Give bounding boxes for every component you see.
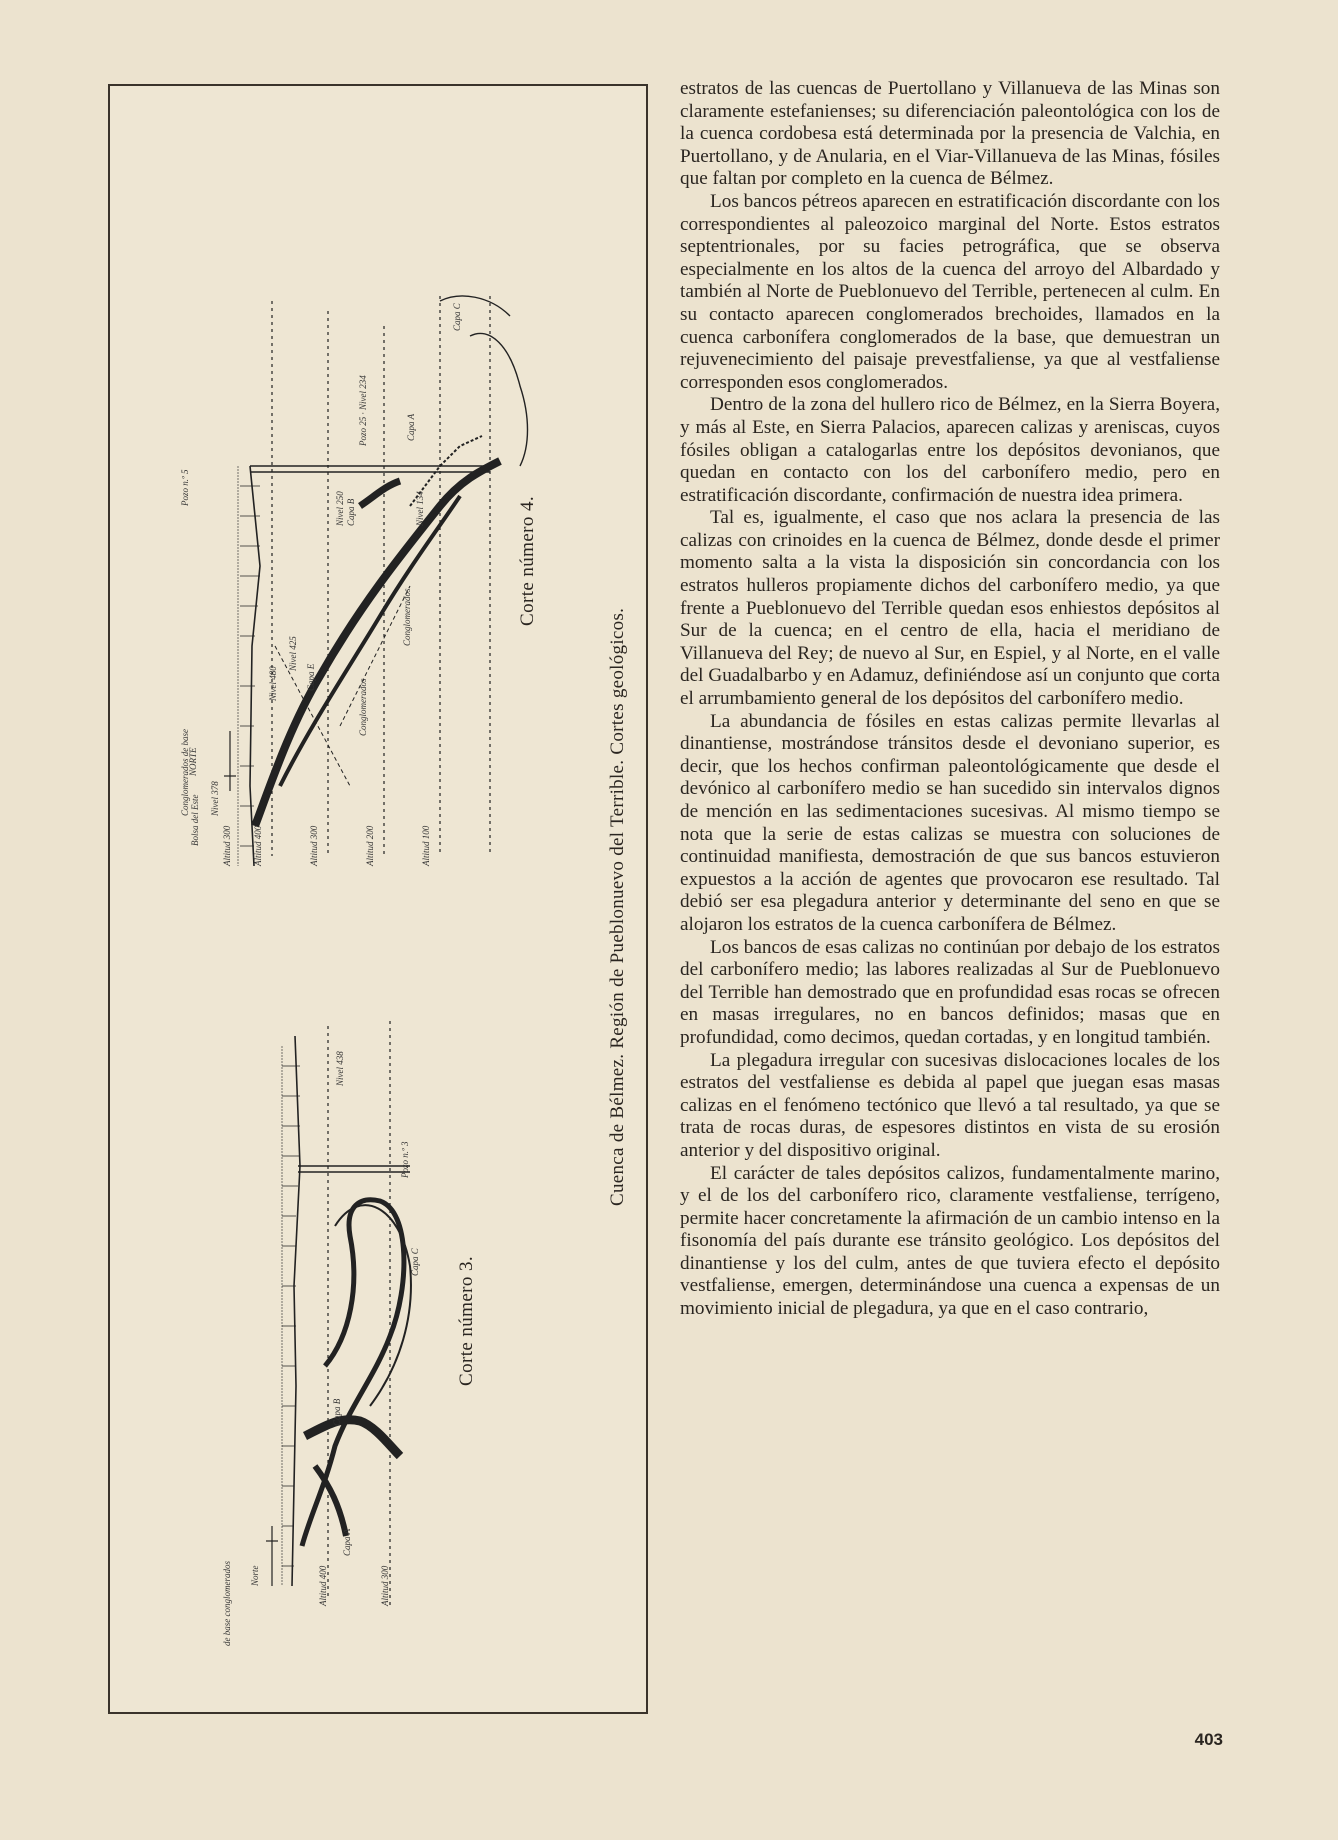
corte-4-label-pozo: Pozo n.º 5 [180, 469, 190, 506]
figure-caption: Cuenca de Bélmez. Región de Pueblonuevo del Terrible. Cortes geológicos. [607, 607, 628, 1206]
paragraph: La plegadura irregular con sucesivas dislocaciones locales de los estratos del vestfaliense es debida al papel que juegan esas masas calizas en el fenómeno tectónico que llevó a tal resultado, ya que se trata de rocas duras, de espesores distintos en vista de su erosión anterior y del dispositivo original. [680, 1049, 1220, 1161]
body-text-column [680, 78, 1220, 1321]
page-number: 403 [1194, 1730, 1223, 1749]
corte-4-label-altitud-300: Altitud 300 [309, 825, 319, 866]
corte-3-label-cong: de base conglomerados [222, 1561, 232, 1646]
corte-4-label-nivel-425: Nivel 425 [288, 636, 298, 671]
geological-sections-drawing [110, 86, 650, 1716]
corte-3-label-capa-c: Capa C [410, 1248, 420, 1276]
paragraph: estratos de las cuencas de Puertollano y Villanueva de las Minas son claramente estefanienses; su diferenciación paleontológica con los de la cuenca cordobesa está determinada por la presencia de Valchia, en Puertollano, y de Anularia, en el Viar-Villanueva de las Minas, fósiles que faltan por completo en la cuenca de Bélmez. [680, 78, 1220, 190]
corte-4-label-nivel-480: Nivel 480 [268, 666, 278, 701]
corte-3-drawing [266, 1021, 411, 1606]
corte-3-label-pozo: Pozo n.º 3 [400, 1141, 410, 1178]
corte-4-label-conglomerados-1: Conglomerados [358, 678, 368, 736]
corte-4-label-conglomerados-2: Conglomerados [402, 588, 412, 646]
paragraph: La abundancia de fósiles en estas calizas permite llevarlas al dinantiense, mostrándose tránsitos desde el devoniano superior, es decir, que los hechos confirman paleontológicamente que desde el devónico al carbonífero medio se han sucedido sin intervalos dignos de mención en las sedimentaciones sucesivas. Al mismo tiempo se nota que la serie de estas calizas se muestra con soluciones de continuidad manifiesta, demostración de que sus bancos estuvieron expuestos a la acción de agentes que provocaron ese resultado. Tal debió ser esa plegadura anterior y determinante del seno en que se alojaron los estratos de la cuenca carbonífera de Bélmez. [680, 710, 1220, 935]
corte-4-label-nivel-250: Nivel 250 [335, 491, 345, 526]
corte-4-label-altitud-400: Altitud 400 [253, 825, 263, 866]
corte-4-label-altitud-200: Altitud 200 [365, 825, 375, 866]
corte-4-label-capa-b: Capa B [346, 498, 356, 526]
corte-4-label-capa-a: Capa A [406, 413, 416, 441]
corte-4-label-nivel-134: Nivel 134 [415, 491, 425, 526]
paragraph: Tal es, igualmente, el caso que nos aclara la presencia de las calizas con crinoides en la cuenca de Bélmez, donde desde el primer momento salta a la vista la disposición sin concordancia con los estratos hulleros propiamente dichos del carbonífero medio, ya que frente a Pueblonuevo del Terrible quedan esos enhiestos depósitos al Sur de la cuenca; en el centro de ella, hacia el meridiano de Villanueva del Rey; de nuevo al Sur, en Espiel, y al Norte, en el valle del Guadalbarbo y en Adamuz, definiéndose así un conjunto que corta el arrumbamiento general de los depósitos del carbonífero medio. [680, 507, 1220, 710]
corte-4-label-nivel-234: Pozo 25 · Nivel 234 [358, 375, 368, 446]
corte-4-label-nivel-300: Altitud 300 [222, 825, 232, 866]
corte-4-label-altitud-100: Altitud 100 [421, 825, 431, 866]
corte-3-label-capa-b: Capa B [332, 1398, 342, 1426]
corte-4-label-bolsa: Bolsa del Este [190, 794, 200, 846]
corte-4-label-norte: NORTE [188, 747, 198, 776]
corte-4-label-nivel-378: Nivel 378 [210, 781, 220, 816]
paragraph: Los bancos de esas calizas no continúan por debajo de los estratos del carbonífero medio; las labores realizadas al Sur de Pueblonuevo del Terrible han demostrado que en profundidad esas rocas se ofrecen en masas irregulares, no en bancos definidos; masas que en profundidad, como decimos, quedan cortadas, y en longitud también. [680, 936, 1220, 1048]
corte-3-label-capa-a: Capa A [342, 1528, 352, 1556]
paragraph: Dentro de la zona del hullero rico de Bélmez, en la Sierra Boyera, y más al Este, en Sierra Palacios, aparecen calizas y areniscas, cuyos fósiles obligan a catalogarlas entre los depósitos devonianos, que quedan en contacto con los del carbonífero medio, pero en estratificación discordante, confirmación de nuestra idea primera. [680, 394, 1220, 506]
corte-3-label-altitud-400: Altitud 400 [318, 1565, 328, 1606]
corte-4-label-capa-c: Capa C [452, 303, 462, 331]
paragraph: El carácter de tales depósitos calizos, fundamentalmente marino, y el de los del carbonífero rico, claramente vestfaliense, terrígeno, permite hacer concretamente la afirmación de un cambio intenso en la fisonomía del país durante ese tránsito geológico. Los depósitos del dinantiense y los del culm, antes de que tuviera efecto el depósito vestfaliense, emergen, determinándose una cuenca a expensas de un movimiento inicial de plegadura, ya que en el caso contrario, [680, 1162, 1220, 1320]
corte-4-label-cong-base: Conglomerados de base [180, 729, 190, 816]
paragraph: Los bancos pétreos aparecen en estratificación discordante con los correspondientes al paleozoico marginal del Norte. Estos estratos septentrionales, por su facies petrográfica, que se observa especialmente en los altos de la cuenca del arroyo del Albardado y también al Norte de Pueblonuevo del Terrible, pertenecen al culm. En su contacto aparecen conglomerados brechoides, llamados en la cuenca carbonífera conglomerados de la base, que demuestran un rejuvenecimiento del paisaje prevestfaliense, ya que al vestfaliense corresponden esos conglomerados. [680, 190, 1220, 393]
corte-4-drawing [224, 296, 528, 866]
corte-3-label-norte: Norte [250, 1565, 260, 1586]
corte-4-label-capa-e: Capa E [306, 663, 316, 691]
corte-3-label-nivel: Nivel 438 [335, 1051, 345, 1086]
corte-3-label-altitud-300: Altitud 300 [380, 1565, 390, 1606]
geological-sections-figure [108, 84, 648, 1714]
corte-3-title: Corte número 3. [456, 1255, 477, 1386]
corte-4-title: Corte número 4. [517, 495, 538, 626]
